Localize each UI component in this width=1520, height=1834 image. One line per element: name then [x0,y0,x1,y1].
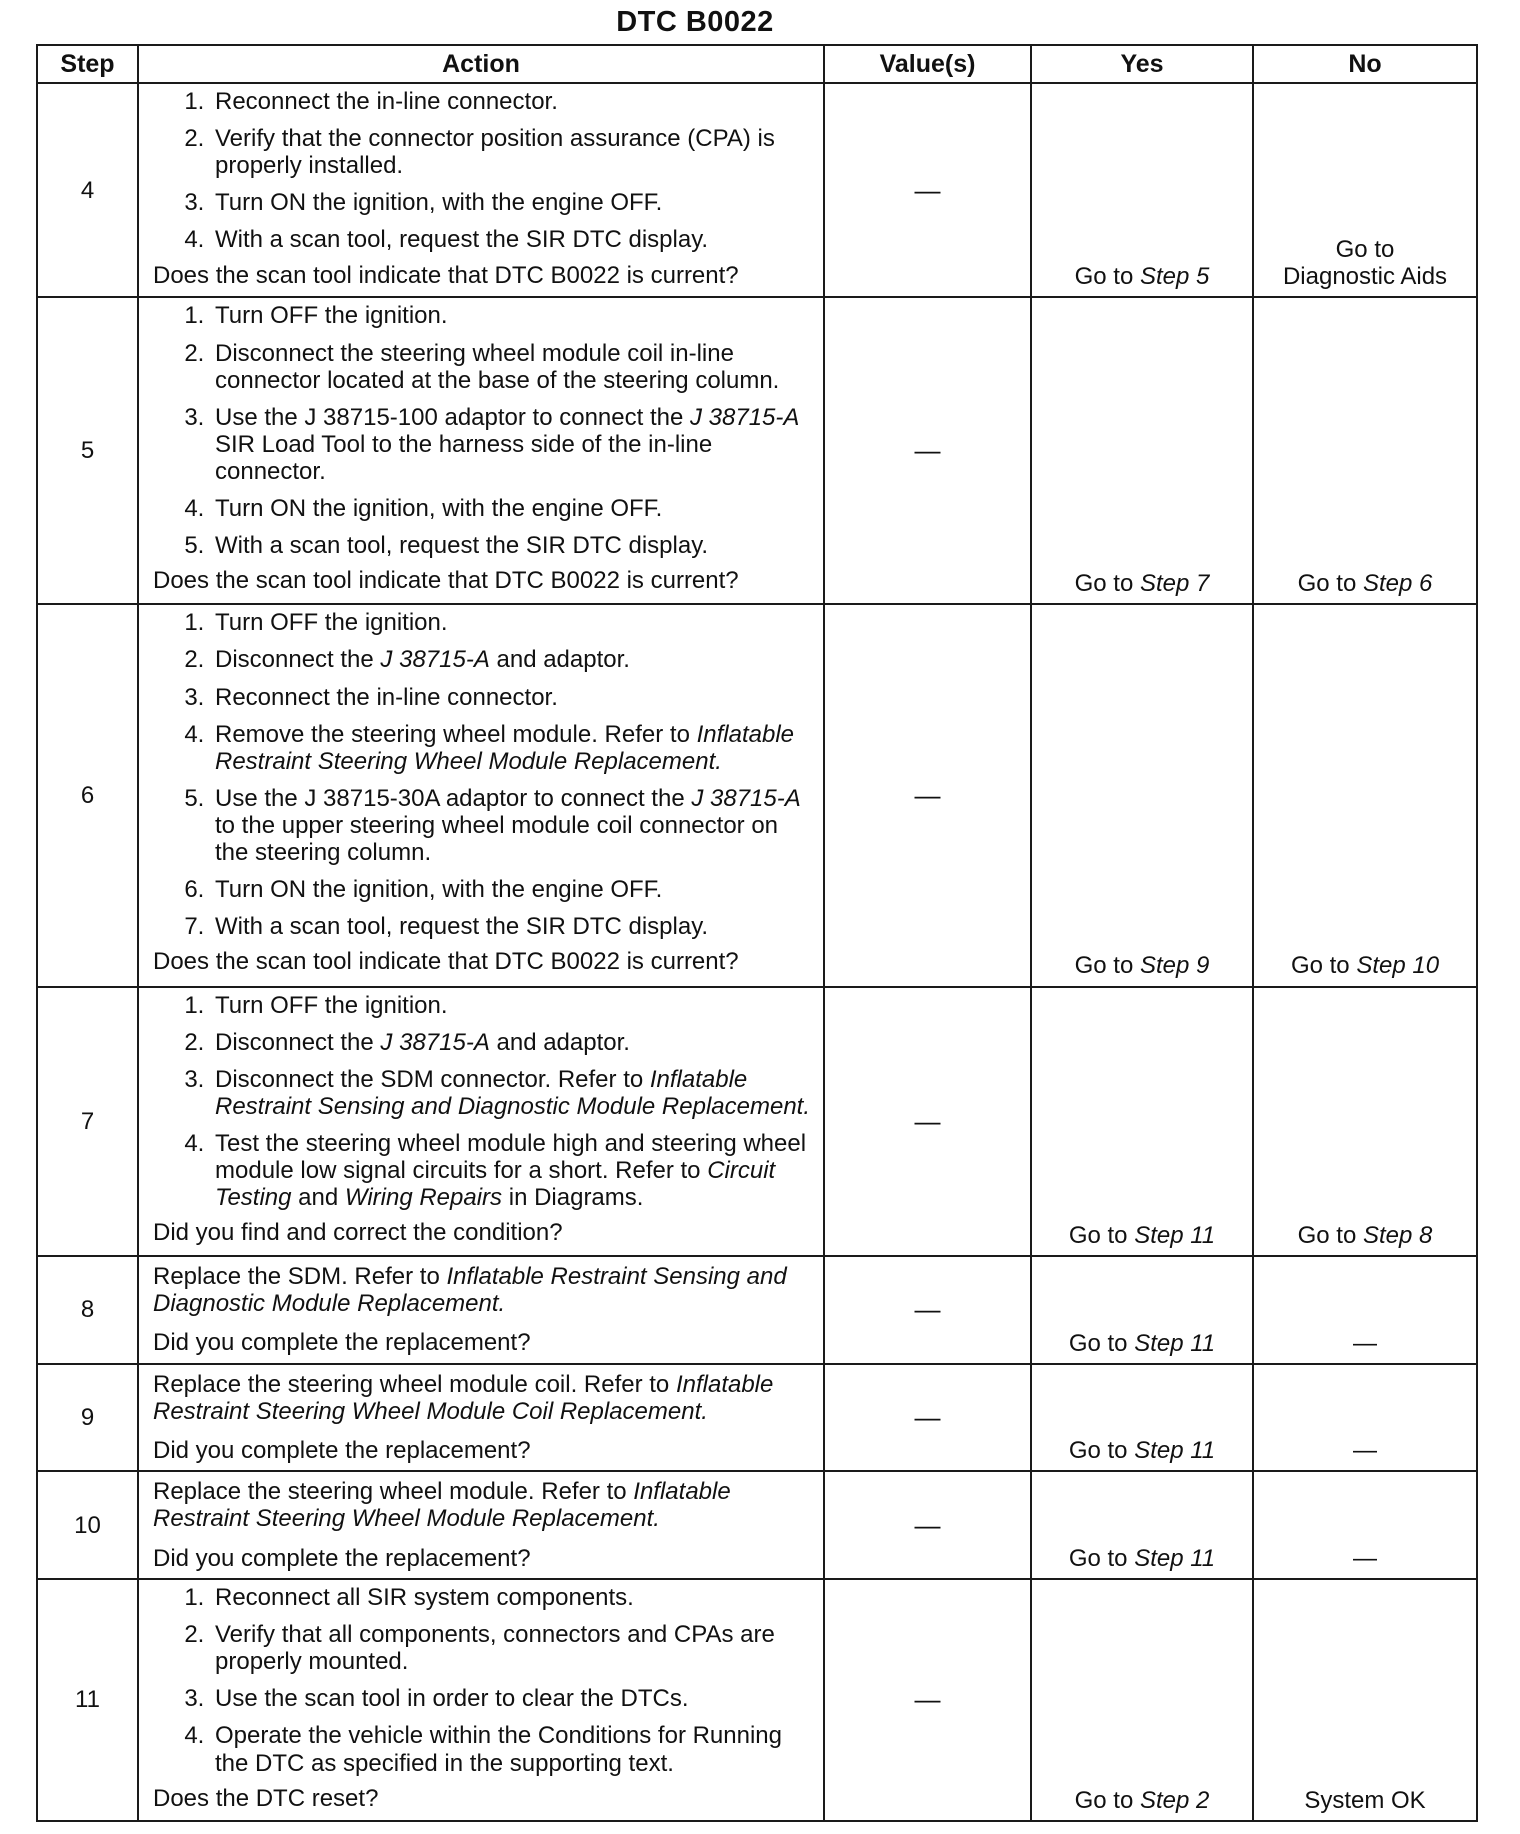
action-cell [138,1256,824,1364]
text-segment: to the upper steering wheel module coil connector on the steering column. [215,812,779,867]
action-step [211,1685,813,1712]
italic-reference: Step 11 [1134,1221,1216,1249]
text-segment: Go to [1068,1221,1135,1249]
page-title: DTC B0022 [616,6,774,38]
yes-result [1031,83,1253,297]
step-number: 9 [37,1364,138,1472]
header-row [37,45,1477,83]
step-number: 7 [37,987,138,1256]
column-header-action: Action [138,45,824,83]
value-cell: — [824,1579,1031,1821]
italic-reference: Inflatable Restraint Sensing and Diagnostic Module Replacement. [153,1262,787,1317]
action-step [211,913,813,940]
text-segment: Turn OFF the ignition. [215,609,448,637]
italic-reference: Inflatable Restraint Sensing and Diagnostic Module Replacement. [215,1065,810,1120]
action-step [211,125,813,179]
no-result [1253,1579,1477,1821]
action-step [211,1621,813,1675]
text-segment: Disconnect the steering wheel module coil in-line connector located at the base of the steering column. [215,339,780,394]
yes-result [1031,1579,1253,1821]
text-segment: in Diagrams. [502,1184,644,1212]
action-steps-list [153,1584,813,1777]
action-step [211,609,813,636]
yes-result [1031,1471,1253,1579]
action-step [211,189,813,216]
italic-reference: Step 10 [1356,952,1440,980]
text-segment: Turn ON the ignition, with the engine OFF. [215,189,663,217]
action-steps-list [153,88,813,254]
text-segment: Replace the steering wheel module. Refer to [153,1478,634,1506]
italic-reference: J 38715-A [380,1028,490,1056]
yes-result [1031,1364,1253,1472]
action-cell [138,297,824,604]
value-cell: — [824,604,1031,986]
action-cell [138,83,824,297]
action-step [211,785,813,866]
text-segment: Go to [1074,570,1140,598]
action-step [211,721,813,775]
table-row [37,297,1477,604]
action-question: Did you complete the replacement? [153,1436,531,1464]
no-result [1253,1471,1477,1579]
action-cell [138,1471,824,1579]
value-cell: — [824,83,1031,297]
action-step [211,88,813,115]
action-step [211,532,813,559]
action-step [211,226,813,253]
italic-reference: Inflatable Restraint Steering Wheel Module Replacement. [153,1478,731,1533]
value-cell: — [824,1256,1031,1364]
italic-reference: Step 6 [1362,570,1433,598]
action-question: Does the scan tool indicate that DTC B0022 is current? [153,567,739,595]
action-step [211,1130,813,1211]
text-segment: Go to [1068,1329,1135,1357]
italic-reference: Step 8 [1362,1221,1433,1249]
italic-reference: Step 2 [1139,1786,1210,1814]
text-segment: Operate the vehicle within the Conditions for Running the DTC as specified in the supporting text. [215,1722,782,1777]
action-steps-list [153,609,813,940]
text-segment: Replace the steering wheel module coil. Refer to [153,1370,676,1398]
action-step [211,876,813,903]
text-segment: Use the J 38715-30A adaptor to connect the [215,784,692,812]
text-segment: and adaptor. [489,1028,630,1056]
column-header-values: Value(s) [824,45,1031,83]
table-row [37,987,1477,1256]
column-header-no: No [1253,45,1477,83]
text-segment: Reconnect all SIR system components. [215,1584,634,1612]
action-step [211,302,813,329]
value-cell: — [824,987,1031,1256]
value-cell: — [824,1471,1031,1579]
step-number: 10 [37,1471,138,1579]
table-row [37,1364,1477,1472]
no-result [1253,1256,1477,1364]
action-steps-list [153,302,813,559]
italic-reference: Step 11 [1134,1544,1216,1572]
text-segment: Turn ON the ignition, with the engine OFF. [215,876,663,904]
italic-reference: J 38715-A [691,784,801,812]
italic-reference: Step 11 [1134,1329,1216,1357]
step-number: 6 [37,604,138,986]
text-segment: Test the steering wheel module high and steering wheel module low signal circuits for a short. Refer to [215,1129,807,1185]
text-segment: Turn ON the ignition, with the engine OFF. [215,495,663,523]
text-segment: Go to [1297,570,1363,598]
action-text [153,1478,813,1532]
text-segment: Go to [1074,1786,1140,1814]
action-step [211,992,813,1019]
no-result [1253,604,1477,986]
text-segment: Verify that the connector position assurance (CPA) is properly installed. [215,125,775,180]
step-number: 11 [37,1579,138,1821]
text-segment: Turn OFF the ignition. [215,991,448,1019]
text-segment: Use the J 38715-100 adaptor to connect the [215,403,690,431]
yes-result [1031,987,1253,1256]
action-cell [138,1579,824,1821]
value-cell: — [824,1364,1031,1472]
text-segment: Use the scan tool in order to clear the DTCs. [215,1685,689,1713]
action-step [211,1722,813,1776]
italic-reference: Wiring Repairs [344,1184,503,1212]
italic-reference: Step 9 [1139,952,1210,980]
text-segment: and [291,1184,345,1212]
text-segment: With a scan tool, request the SIR DTC display. [215,532,709,560]
text-segment: Go to [1068,1544,1135,1572]
action-text [153,1263,813,1317]
italic-reference: J 38715-A [690,403,800,431]
step-number: 5 [37,297,138,604]
action-question: Does the scan tool indicate that DTC B0022 is current? [153,261,739,289]
text-segment: System OK [1304,1786,1426,1814]
table-row [37,604,1477,986]
action-question: Does the DTC reset? [153,1784,379,1812]
text-segment: Reconnect the in-line connector. [215,683,558,711]
text-segment: Disconnect the [215,646,381,674]
action-step [211,1584,813,1611]
italic-reference: Step 7 [1139,570,1210,598]
action-step [211,1029,813,1056]
no-result [1253,83,1477,297]
action-cell [138,604,824,986]
column-header-step: Step [37,45,138,83]
action-step [211,495,813,522]
step-number: 8 [37,1256,138,1364]
table-row [37,83,1477,297]
yes-result [1031,1256,1253,1364]
action-step [211,404,813,485]
text-segment: Disconnect the [215,1028,381,1056]
text-segment: With a scan tool, request the SIR DTC display. [215,226,709,254]
italic-reference: Step 11 [1134,1437,1216,1465]
text-segment: Go to [1074,263,1140,291]
action-question: Did you find and correct the condition? [153,1219,563,1247]
action-step [211,646,813,673]
table-row [37,1579,1477,1821]
text-segment: Remove the steering wheel module. Refer to [215,720,697,748]
italic-reference: J 38715-A [380,646,490,674]
action-question: Did you complete the replacement? [153,1544,531,1572]
text-segment: Reconnect the in-line connector. [215,88,558,115]
diagnostic-table [36,44,1478,1822]
action-step [211,1066,813,1120]
action-step [211,684,813,711]
italic-reference: Inflatable Restraint Steering Wheel Module Replacement. [215,720,794,775]
step-number: 4 [37,83,138,297]
text-segment: Replace the SDM. Refer to [153,1262,447,1290]
action-step [211,340,813,394]
text-segment: Diagnostic Aids [1282,263,1448,291]
text-segment: Go to [1297,1221,1363,1249]
italic-reference: Circuit Testing [215,1157,776,1212]
no-result [1253,297,1477,604]
text-segment: Go to [1335,236,1395,264]
text-segment: Disconnect the SDM connector. Refer to [215,1065,650,1093]
text-segment: and adaptor. [489,646,630,674]
action-question: Does the scan tool indicate that DTC B0022 is current? [153,948,739,976]
action-question: Did you complete the replacement? [153,1329,531,1357]
action-cell [138,987,824,1256]
action-text [153,1371,813,1425]
no-result [1253,987,1477,1256]
table-row [37,1471,1477,1579]
text-segment: — [1353,1329,1377,1357]
text-segment: SIR Load Tool to the harness side of the in-line connector. [215,430,713,485]
text-segment: Turn OFF the ignition. [215,302,448,330]
value-cell: — [824,297,1031,604]
no-result [1253,1364,1477,1472]
action-steps-list [153,992,813,1212]
table-row [37,1256,1477,1364]
text-segment: — [1353,1544,1377,1572]
yes-result [1031,297,1253,604]
text-segment: Go to [1074,952,1140,980]
text-segment: Go to [1068,1437,1135,1465]
text-segment: With a scan tool, request the SIR DTC display. [215,913,709,941]
text-segment: Verify that all components, connectors and CPAs are properly mounted. [215,1621,775,1676]
italic-reference: Step 5 [1139,263,1210,291]
text-segment: — [1353,1437,1377,1465]
text-segment: Go to [1290,952,1357,980]
italic-reference: Inflatable Restraint Steering Wheel Module Coil Replacement. [153,1370,774,1425]
yes-result [1031,604,1253,986]
action-cell [138,1364,824,1472]
column-header-yes: Yes [1031,45,1253,83]
